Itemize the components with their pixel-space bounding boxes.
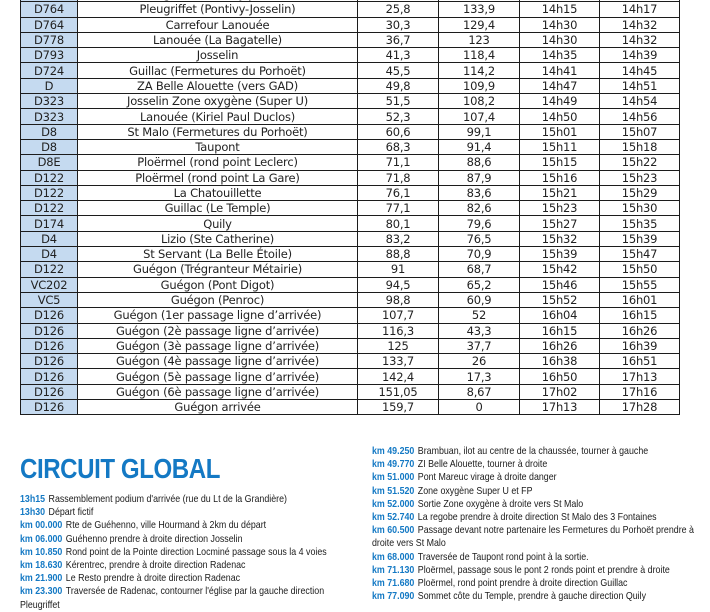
circuit-item-key: km 71.680	[372, 578, 415, 590]
table-row	[21, 94, 680, 109]
place-cell: Guillac (Fermetures du Porhoët)	[78, 63, 358, 78]
table-row	[21, 109, 680, 124]
circuit-item-text: Sommet côte du Temple, prendre à gauche direction Quily	[417, 591, 647, 603]
place-cell: Guégon (5è passage ligne d’arrivée)	[78, 369, 358, 384]
time-slow-cell: 15h39	[600, 231, 680, 246]
time-fast-cell: 15h27	[520, 216, 600, 231]
table-row	[21, 155, 680, 170]
route-table-body	[21, 0, 680, 415]
km-cell: 68,3	[358, 139, 439, 154]
table-row	[21, 2, 680, 17]
table-row	[21, 400, 680, 415]
place-cell: La Chatouillette	[78, 185, 358, 200]
place-cell: Lanouée (La Bagatelle)	[78, 32, 358, 47]
table-row	[21, 78, 680, 93]
table-row	[21, 354, 680, 369]
time-slow-cell: 14h32	[600, 32, 680, 47]
circuit-list-item	[372, 551, 707, 564]
place-cell: Guégon arrivée	[78, 400, 358, 415]
road-cell: D126	[21, 369, 78, 384]
remaining-km-cell: 26	[439, 354, 520, 369]
time-slow-cell: 17h28	[600, 400, 680, 415]
km-cell: 91	[358, 262, 439, 277]
remaining-km-cell: 37,7	[439, 338, 520, 353]
circuit-item-key: km 51.000	[372, 472, 415, 484]
km-cell: 116,3	[358, 323, 439, 338]
remaining-km-cell: 43,3	[439, 323, 520, 338]
circuit-item-key: km 52.000	[372, 498, 415, 510]
km-cell: 60,6	[358, 124, 439, 139]
time-fast-cell: 14h30	[520, 17, 600, 32]
km-cell: 159,7	[358, 400, 439, 415]
circuit-list-item	[20, 546, 347, 559]
circuit-list-item	[372, 590, 707, 603]
remaining-km-cell: 133,9	[439, 2, 520, 17]
km-cell: 30,3	[358, 17, 439, 32]
time-slow-cell: 15h29	[600, 185, 680, 200]
place-cell: Josselin Zone oxygène (Super U)	[78, 94, 358, 109]
road-cell: D4	[21, 231, 78, 246]
road-cell: D126	[21, 323, 78, 338]
road-cell: VC202	[21, 277, 78, 292]
time-fast-cell: 17h02	[520, 384, 600, 399]
place-cell: Guégon (4è passage ligne d’arrivée)	[78, 354, 358, 369]
road-cell: D122	[21, 185, 78, 200]
time-fast-cell: 17h13	[520, 400, 600, 415]
road-cell: D8	[21, 139, 78, 154]
km-cell: 49,8	[358, 78, 439, 93]
circuit-item-key: km 10.850	[20, 546, 63, 558]
table-row	[21, 231, 680, 246]
place-cell: Carrefour Lanouée	[78, 17, 358, 32]
time-slow-cell: 15h22	[600, 155, 680, 170]
road-cell: D126	[21, 308, 78, 323]
circuit-item-text: La regobe prendre à droite direction St Malo des 3 Fontaines	[417, 512, 657, 524]
circuit-item-text: Kérentrec, prendre à droite direction Radenac	[65, 560, 246, 572]
circuit-item-key: km 77.090	[372, 591, 415, 603]
circuit-item-text: Brambuan, ilot au centre de la chaussée, tourner à gauche	[417, 446, 649, 457]
road-cell: D122	[21, 201, 78, 216]
road-cell: VC5	[21, 292, 78, 307]
circuit-list-item	[20, 533, 347, 546]
table-row	[21, 124, 680, 139]
circuit-list-item	[372, 524, 707, 550]
road-cell: D323	[21, 109, 78, 124]
remaining-km-cell: 129,4	[439, 17, 520, 32]
place-cell: Ploërmel (rond point La Gare)	[78, 170, 358, 185]
remaining-km-cell: 118,4	[439, 48, 520, 63]
place-cell: Quily	[78, 216, 358, 231]
km-cell: 83,2	[358, 231, 439, 246]
remaining-km-cell: 107,4	[439, 109, 520, 124]
circuit-item-text: Sortie Zone oxygène à droite vers St Malo	[417, 498, 584, 510]
circuit-item-text: Traversée de Taupont rond point à la sortie.	[417, 551, 589, 563]
circuit-item-key: km 49.770	[372, 459, 415, 471]
km-cell: 151,05	[358, 384, 439, 399]
place-cell: Guégon (2è passage ligne d’arrivée)	[78, 323, 358, 338]
time-fast-cell: 15h46	[520, 277, 600, 292]
time-fast-cell: 16h38	[520, 354, 600, 369]
table-row	[21, 63, 680, 78]
time-fast-cell: 15h01	[520, 124, 600, 139]
road-cell: D793	[21, 48, 78, 63]
place-cell: Guégon (Penroc)	[78, 292, 358, 307]
place-cell: Guillac (Le Temple)	[78, 201, 358, 216]
remaining-km-cell: 8,67	[439, 384, 520, 399]
table-row	[21, 384, 680, 399]
place-cell: ZA Belle Alouette (vers GAD)	[78, 78, 358, 93]
circuit-list-item	[372, 577, 707, 590]
remaining-km-cell: 68,7	[439, 262, 520, 277]
time-fast-cell: 14h49	[520, 94, 600, 109]
remaining-km-cell: 88,6	[439, 155, 520, 170]
place-cell: Guégon (3è passage ligne d’arrivée)	[78, 338, 358, 353]
road-cell: D8	[21, 124, 78, 139]
road-cell: D174	[21, 216, 78, 231]
circuit-item-text: Rte de Guéhenno, ville Hourmand à 2km du départ	[65, 520, 267, 532]
circuit-list-right	[372, 445, 707, 603]
time-slow-cell: 15h35	[600, 216, 680, 231]
km-cell: 98,8	[358, 292, 439, 307]
table-row	[21, 277, 680, 292]
road-cell: D	[21, 78, 78, 93]
road-cell: D778	[21, 32, 78, 47]
place-cell: St Servant (La Belle Étoile)	[78, 247, 358, 262]
road-cell: D122	[21, 262, 78, 277]
remaining-km-cell: 82,6	[439, 201, 520, 216]
km-cell: 36,7	[358, 32, 439, 47]
circuit-item-key: km 21.900	[20, 573, 63, 585]
circuit-list-item	[20, 493, 347, 506]
time-slow-cell: 16h51	[600, 354, 680, 369]
road-cell: D126	[21, 384, 78, 399]
circuit-item-text: Rassemblement podium d'arrivée (rue du Lt de la Grandière)	[48, 494, 288, 505]
time-fast-cell: 15h52	[520, 292, 600, 307]
km-cell: 45,5	[358, 63, 439, 78]
remaining-km-cell: 65,2	[439, 277, 520, 292]
road-cell: D4	[21, 247, 78, 262]
time-slow-cell: 17h16	[600, 384, 680, 399]
route-schedule-table	[20, 0, 680, 415]
time-fast-cell: 15h21	[520, 185, 600, 200]
table-row	[21, 48, 680, 63]
km-cell: 80,1	[358, 216, 439, 231]
km-cell: 142,4	[358, 369, 439, 384]
circuit-item-key: km 49.250	[372, 446, 415, 457]
km-cell: 52,3	[358, 109, 439, 124]
circuit-list-item	[372, 564, 707, 577]
km-cell: 71,1	[358, 155, 439, 170]
remaining-km-cell: 70,9	[439, 247, 520, 262]
remaining-km-cell: 123	[439, 32, 520, 47]
remaining-km-cell: 114,2	[439, 63, 520, 78]
circuit-item-key: km 51.520	[372, 485, 415, 497]
time-slow-cell: 16h01	[600, 292, 680, 307]
time-fast-cell: 15h16	[520, 170, 600, 185]
circuit-item-text: Passage devant notre partenaire les Fermetures du Porhoët prendre à droite vers St Malo	[372, 525, 694, 550]
place-cell: Pleugriffet (Pontivy-Josselin)	[78, 2, 358, 17]
circuit-list-item	[20, 519, 347, 532]
circuit-list-item	[372, 498, 707, 511]
place-cell: Guégon (Pont Digot)	[78, 277, 358, 292]
time-fast-cell: 14h30	[520, 32, 600, 47]
circuit-global-title: CIRCUIT GLOBAL	[20, 453, 220, 484]
table-row	[21, 292, 680, 307]
time-fast-cell: 16h15	[520, 323, 600, 338]
circuit-list-item	[20, 559, 347, 572]
time-slow-cell: 15h30	[600, 201, 680, 216]
time-slow-cell: 15h18	[600, 139, 680, 154]
km-cell: 25,8	[358, 2, 439, 17]
time-slow-cell: 17h13	[600, 369, 680, 384]
table-row	[21, 369, 680, 384]
circuit-item-text: Le Resto prendre à droite direction Radenac	[65, 573, 241, 585]
table-row	[21, 323, 680, 338]
remaining-km-cell: 52	[439, 308, 520, 323]
km-cell: 77,1	[358, 201, 439, 216]
road-cell: D8E	[21, 155, 78, 170]
circuit-item-key: 13h15	[20, 494, 46, 505]
time-fast-cell: 14h47	[520, 78, 600, 93]
circuit-list-item	[372, 445, 707, 458]
time-fast-cell: 15h39	[520, 247, 600, 262]
time-fast-cell: 15h11	[520, 139, 600, 154]
circuit-list-left	[20, 493, 347, 612]
time-fast-cell: 15h23	[520, 201, 600, 216]
table-row	[21, 139, 680, 154]
circuit-item-text: Guéhenno prendre à droite direction Josselin	[65, 533, 243, 545]
time-slow-cell: 15h07	[600, 124, 680, 139]
circuit-list-item	[372, 511, 707, 524]
circuit-item-text: Traversée de Radenac, contourner l'église par la gauche direction Pleugriffet	[20, 586, 325, 611]
circuit-list-item	[372, 471, 707, 484]
time-slow-cell: 16h26	[600, 323, 680, 338]
time-fast-cell: 16h26	[520, 338, 600, 353]
table-row	[21, 185, 680, 200]
time-slow-cell: 16h15	[600, 308, 680, 323]
remaining-km-cell: 0	[439, 400, 520, 415]
circuit-item-text: Zone oxygène Super U et FP	[417, 485, 533, 497]
remaining-km-cell: 76,5	[439, 231, 520, 246]
road-cell: D126	[21, 400, 78, 415]
circuit-list-item	[20, 506, 347, 519]
road-cell: D122	[21, 170, 78, 185]
circuit-list-item	[372, 458, 707, 471]
time-slow-cell: 14h45	[600, 63, 680, 78]
place-cell: Guégon (6è passage ligne d’arrivée)	[78, 384, 358, 399]
circuit-item-text: Ploërmel, passage sous le pont 2 ronds point et prendre à droite	[417, 564, 670, 576]
time-fast-cell: 14h50	[520, 109, 600, 124]
circuit-item-text: Départ fictif	[48, 507, 94, 519]
circuit-item-key: 13h30	[20, 507, 46, 519]
time-fast-cell: 15h42	[520, 262, 600, 277]
circuit-item-text: ZI Belle Alouette, tourner à droite	[417, 459, 548, 471]
table-row	[21, 308, 680, 323]
km-cell: 125	[358, 338, 439, 353]
circuit-item-text: Ploërmel, rond point prendre à droite direction Guillac	[417, 578, 628, 590]
road-cell: D764	[21, 2, 78, 17]
table-row	[21, 262, 680, 277]
place-cell: Josselin	[78, 48, 358, 63]
time-fast-cell: 15h15	[520, 155, 600, 170]
time-fast-cell: 15h32	[520, 231, 600, 246]
time-slow-cell: 14h17	[600, 2, 680, 17]
km-cell: 133,7	[358, 354, 439, 369]
remaining-km-cell: 108,2	[439, 94, 520, 109]
table-row	[21, 170, 680, 185]
circuit-list-item	[20, 572, 347, 585]
time-fast-cell: 14h41	[520, 63, 600, 78]
circuit-item-text: Pont Mareuc virage à droite danger	[417, 472, 557, 484]
time-slow-cell: 14h39	[600, 48, 680, 63]
remaining-km-cell: 87,9	[439, 170, 520, 185]
time-slow-cell: 14h32	[600, 17, 680, 32]
circuit-item-text: Rond point de la Pointe direction Locminé passage sous la 4 voies	[65, 546, 327, 558]
time-slow-cell: 16h39	[600, 338, 680, 353]
road-cell: D764	[21, 17, 78, 32]
circuit-item-key: km 60.500	[372, 525, 415, 537]
circuit-list-item	[372, 485, 707, 498]
place-cell: Guégon (1er passage ligne d’arrivée)	[78, 308, 358, 323]
place-cell: St Malo (Fermetures du Porhoët)	[78, 124, 358, 139]
place-cell: Lizio (Ste Catherine)	[78, 231, 358, 246]
road-cell: D126	[21, 354, 78, 369]
table-row	[21, 32, 680, 47]
time-fast-cell: 16h04	[520, 308, 600, 323]
road-cell: D323	[21, 94, 78, 109]
km-cell: 71,8	[358, 170, 439, 185]
place-cell: Taupont	[78, 139, 358, 154]
table-row	[21, 338, 680, 353]
place-cell: Ploërmel (rond point Leclerc)	[78, 155, 358, 170]
time-slow-cell: 15h50	[600, 262, 680, 277]
table-row	[21, 201, 680, 216]
km-cell: 88,8	[358, 247, 439, 262]
circuit-item-key: km 06.000	[20, 533, 63, 545]
table-row	[21, 247, 680, 262]
remaining-km-cell: 99,1	[439, 124, 520, 139]
circuit-item-key: km 00.000	[20, 520, 63, 532]
km-cell: 76,1	[358, 185, 439, 200]
place-cell: Lanouée (Kiriel Paul Duclos)	[78, 109, 358, 124]
circuit-item-key: km 18.630	[20, 560, 63, 572]
table-row	[21, 216, 680, 231]
km-cell: 107,7	[358, 308, 439, 323]
place-cell: Guégon (Trégranteur Métairie)	[78, 262, 358, 277]
circuit-list-item	[20, 585, 347, 611]
remaining-km-cell: 17,3	[439, 369, 520, 384]
time-fast-cell: 14h15	[520, 2, 600, 17]
remaining-km-cell: 109,9	[439, 78, 520, 93]
road-cell: D126	[21, 338, 78, 353]
km-cell: 41,3	[358, 48, 439, 63]
table-row	[21, 17, 680, 32]
remaining-km-cell: 79,6	[439, 216, 520, 231]
circuit-item-key: km 68.000	[372, 551, 415, 563]
km-cell: 51,5	[358, 94, 439, 109]
time-fast-cell: 16h50	[520, 369, 600, 384]
time-slow-cell: 15h47	[600, 247, 680, 262]
time-fast-cell: 14h35	[520, 48, 600, 63]
road-cell: D724	[21, 63, 78, 78]
remaining-km-cell: 83,6	[439, 185, 520, 200]
time-slow-cell: 15h55	[600, 277, 680, 292]
time-slow-cell: 14h56	[600, 109, 680, 124]
remaining-km-cell: 91,4	[439, 139, 520, 154]
time-slow-cell: 14h51	[600, 78, 680, 93]
time-slow-cell: 15h23	[600, 170, 680, 185]
circuit-item-key: km 71.130	[372, 564, 415, 576]
circuit-item-key: km 23.300	[20, 586, 63, 598]
remaining-km-cell: 60,9	[439, 292, 520, 307]
time-slow-cell: 14h54	[600, 94, 680, 109]
circuit-item-key: km 52.740	[372, 512, 415, 524]
km-cell: 94,5	[358, 277, 439, 292]
